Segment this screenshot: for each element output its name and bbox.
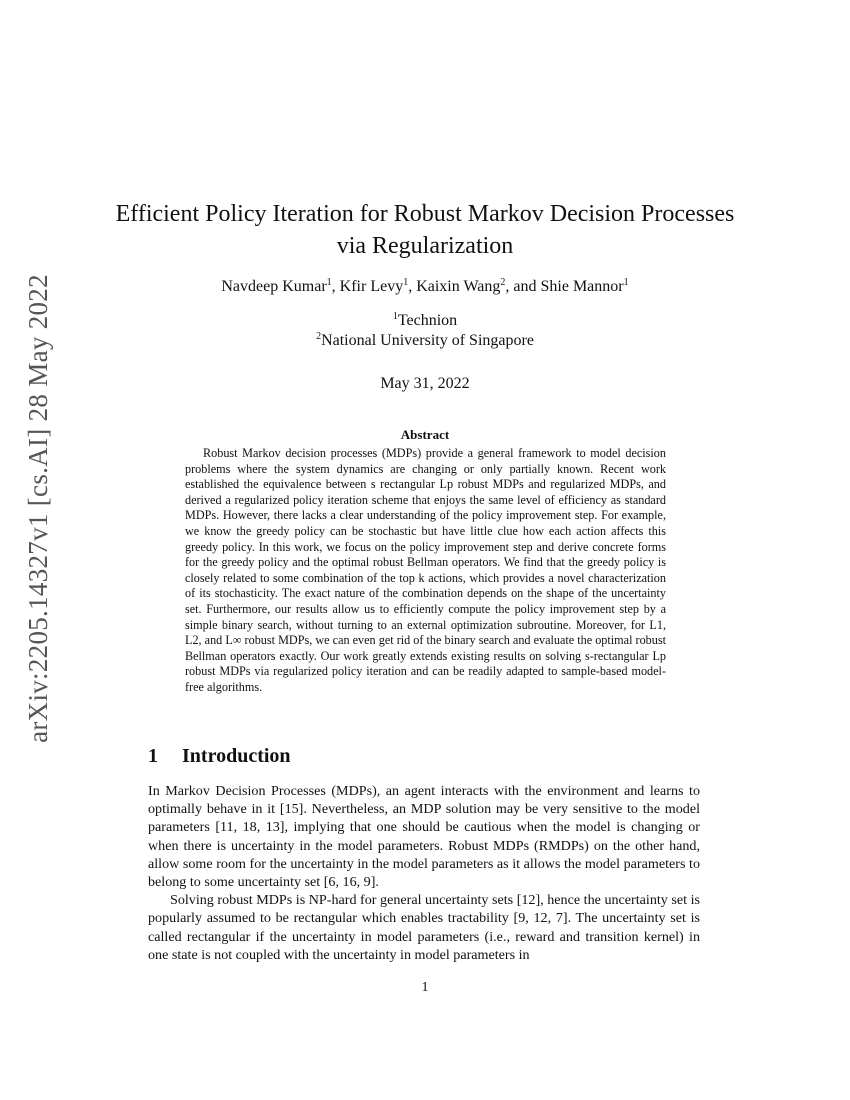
affiliation xyxy=(100,311,750,331)
affiliation xyxy=(100,331,750,351)
arxiv-identifier: arXiv:2205.14327v1 [cs.AI] 28 May 2022 xyxy=(22,273,53,743)
author: Shie Mannor xyxy=(540,278,624,295)
author-affiliation-mark: 1 xyxy=(623,277,629,288)
section-heading xyxy=(148,745,291,768)
paper-date: May 31, 2022 xyxy=(380,375,470,392)
author: Navdeep Kumar xyxy=(221,278,327,295)
abstract-heading: Abstract xyxy=(400,427,450,442)
author: Kaixin Wang xyxy=(416,278,501,295)
paragraph: In Markov Decision Processes (MDPs), an agent interacts with the environment and learns to optimally behave in it [15]. Nevertheless, an MDP solution may be very sensitive to the model parameters [11, 18, 13], implying that one should be cautious when the model is changing or when there is uncertainty in the model parameters. Robust MDPs (RMDPs) on the other hand, allow some room for the uncertainty in the model parameters as it allows the model parameters to belong to some uncertainty set [6, 16, 9]. xyxy=(148,783,700,891)
author: Kfir Levy xyxy=(339,278,404,295)
author-list: Navdeep Kumar$^1$, Kfir Levy$^1$, Kaixin Wang$^2$, and Shie Mannor$^1$ xyxy=(221,277,629,295)
affiliation-mark: 2 xyxy=(316,331,322,342)
author-affiliation-mark: 2 xyxy=(500,277,506,288)
section-title: Introduction xyxy=(182,745,291,767)
author-affiliation-mark: 1 xyxy=(403,277,409,288)
paragraph: Solving robust MDPs is NP-hard for general uncertainty sets [12], hence the uncertainty set is popularly assumed to be rectangular which enables tractability [9, 12, 7]. The uncertainty set is called rectangular if the uncertainty in model parameters (i.e., reward and transition kernel) in one state is not coupled with the uncertainty in model parameters in xyxy=(148,892,700,963)
section-number: 1 xyxy=(148,745,158,767)
introduction-body xyxy=(148,782,700,964)
arxiv-sidebar xyxy=(18,268,58,748)
page-number: 1 xyxy=(421,980,429,995)
affiliation-mark: 1 xyxy=(392,311,398,322)
affiliation-name: Technion xyxy=(397,312,458,329)
abstract-text: Robust Markov decision processes (MDPs) provide a general framework to model decision problems where the system dynamics are changing or only partially known. Recent work established the equivalence between s rectangular Lp robust MDPs and regularized MDPs, and derived a regularized policy iteration scheme that enjoys the same level of efficiency as standard MDPs. However, there lacks a clear understanding of the policy improvement step. For example, we know the greedy policy can be stochastic but have little clue how each action affects this greedy policy. In this work, we focus on the policy improvement step and derive concrete forms for the greedy policy and the optimal robust Bellman operators. We find that the greedy policy is closely related to some combination of the top k actions, which provides a novel characterization of its stochasticity. The exact nature of the combination depends on the shape of the uncertainty set. Furthermore, our results allow us to efficiently compute the policy improvement step by a simple binary search, without turning to an external optimization subroutine. Moreover, for L1, L2, and L∞ robust MDPs, we can even get rid of the binary search and evaluate the optimal robust Bellman operators exactly. Our work greatly extends existing results on solving s-rectangular Lp robust MDPs via regularized policy iteration and can be readily adapted to sample-based model-free algorithms. xyxy=(185,446,666,694)
author-affiliation-mark: 1 xyxy=(326,277,332,288)
paper-title: Efficient Policy Iteration for Robust Markov Decision Processes via Regularization xyxy=(115,201,735,259)
affiliation-name: National University of Singapore xyxy=(321,332,534,349)
